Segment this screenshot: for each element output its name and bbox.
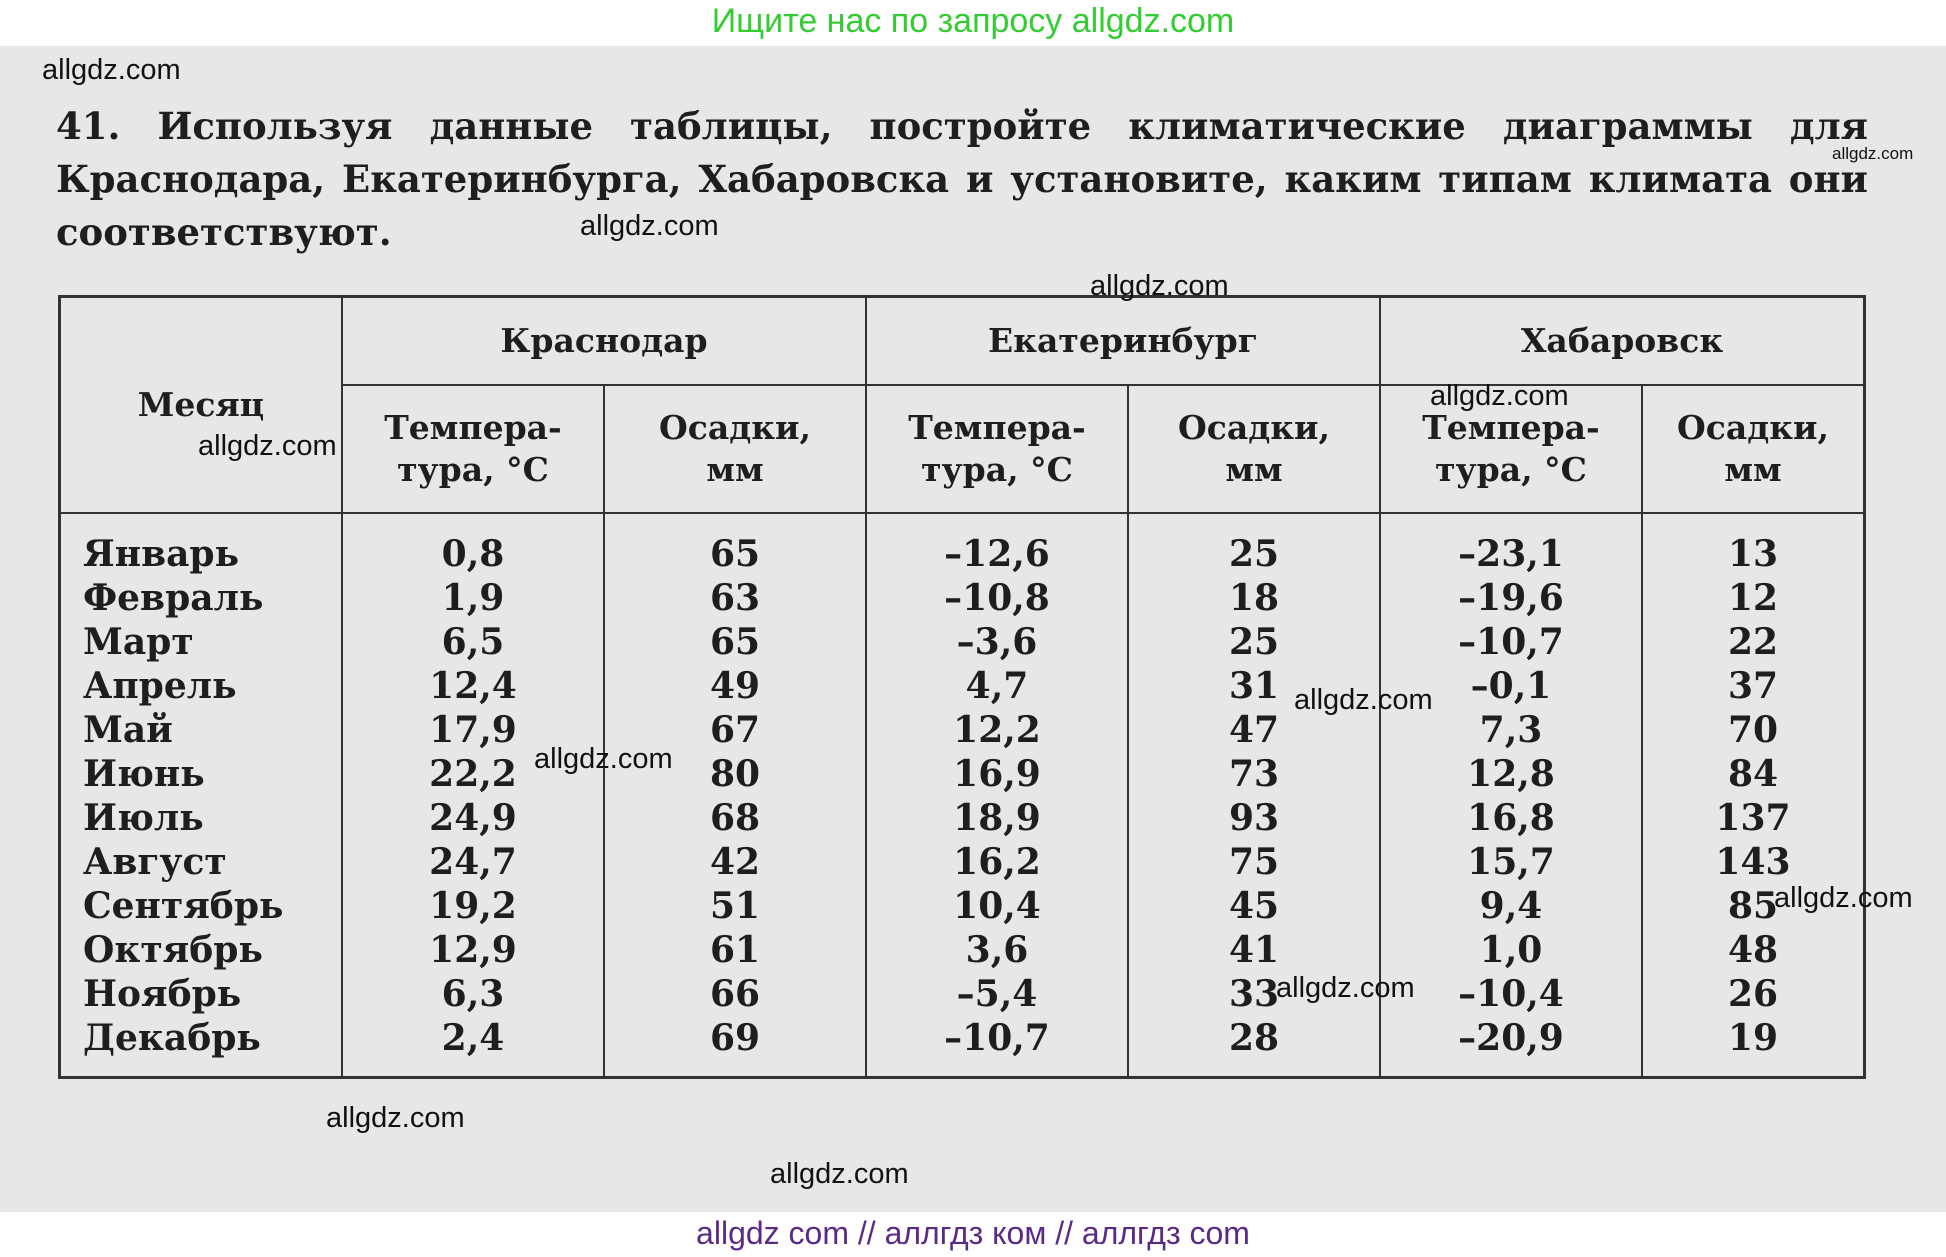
- table-cell: 22,2: [429, 752, 517, 795]
- table-cell: 1,9: [441, 576, 505, 619]
- watermark: allgdz.com: [1276, 972, 1415, 1004]
- table-cell: 49: [709, 664, 761, 707]
- table-cell: 12,4: [429, 664, 517, 707]
- task-body: Используя данные таблицы, постройте климатические диаграммы для Краснодара, Екатеринбурга, Хабаровска и установите, каким типам климата они соответствуют.: [56, 104, 1868, 254]
- table-cell: 33: [1228, 972, 1280, 1015]
- table-cell: 0,8: [441, 532, 505, 575]
- table-cell: 12,2: [953, 708, 1041, 751]
- table-cell: 25: [1228, 532, 1280, 575]
- precip-header: Осадки, мм: [604, 385, 866, 513]
- temp-header: Темпера- тура, °С: [342, 385, 604, 513]
- table-cell: Май: [83, 708, 173, 751]
- bottom-banner: allgdz com // аллгдз ком // аллгдз com: [0, 1212, 1946, 1257]
- table-cell: 25: [1228, 620, 1280, 663]
- krasnodar-temp-column: [342, 513, 604, 1078]
- table-cell: 93: [1228, 796, 1280, 839]
- watermark: allgdz.com: [1090, 270, 1229, 302]
- precip-header: Осадки, мм: [1128, 385, 1380, 513]
- table-cell: 12,9: [429, 928, 517, 971]
- table-cell: 13: [1727, 532, 1779, 575]
- table-cell: Январь: [83, 532, 240, 575]
- table-cell: 28: [1228, 1016, 1280, 1059]
- table-cell: –10,7: [944, 1016, 1050, 1059]
- watermark: allgdz.com: [580, 210, 719, 242]
- table-cell: –10,4: [1458, 972, 1564, 1015]
- table-cell: 37: [1727, 664, 1779, 707]
- table-cell: 19,2: [429, 884, 517, 927]
- table-cell: 6,3: [441, 972, 505, 1015]
- table-cell: –12,6: [944, 532, 1050, 575]
- table-cell: Июль: [83, 796, 204, 839]
- table-cell: –5,4: [956, 972, 1038, 1015]
- table-cell: 24,9: [429, 796, 517, 839]
- table-cell: 17,9: [429, 708, 517, 751]
- precip-header: Осадки, мм: [1642, 385, 1865, 513]
- table-cell: 4,7: [965, 664, 1029, 707]
- temp-header: Темпера- тура, °С: [866, 385, 1128, 513]
- table-cell: 24,7: [429, 840, 517, 883]
- table-cell: 22: [1727, 620, 1779, 663]
- table-cell: –23,1: [1458, 532, 1564, 575]
- khabarovsk-precip-column: [1642, 513, 1865, 1078]
- table-cell: 42: [709, 840, 761, 883]
- table-cell: –10,7: [1458, 620, 1564, 663]
- top-banner: Ищите нас по запросу allgdz.com: [0, 0, 1946, 46]
- table-cell: 48: [1727, 928, 1779, 971]
- table-cell: Декабрь: [83, 1016, 261, 1059]
- table-cell: 31: [1228, 664, 1280, 707]
- month-column: [60, 513, 343, 1078]
- table-cell: Август: [83, 840, 227, 883]
- krasnodar-precip-column: [604, 513, 866, 1078]
- watermark: allgdz.com: [770, 1158, 909, 1190]
- temp-header: Темпера- тура, °С: [1380, 385, 1642, 513]
- table-cell: 7,3: [1479, 708, 1543, 751]
- watermark: allgdz.com: [1430, 380, 1569, 412]
- table-cell: 15,7: [1467, 840, 1555, 883]
- table-cell: 66: [709, 972, 761, 1015]
- table-cell: 63: [709, 576, 761, 619]
- table-cell: 3,6: [965, 928, 1029, 971]
- table-cell: 70: [1727, 708, 1779, 751]
- table-cell: –0,1: [1470, 664, 1552, 707]
- table-cell: Июнь: [83, 752, 205, 795]
- city-header-krasnodar: Краснодар: [342, 297, 866, 385]
- table-cell: 47: [1228, 708, 1280, 751]
- table-cell: 75: [1228, 840, 1280, 883]
- table-cell: 45: [1228, 884, 1280, 927]
- table-cell: 6,5: [441, 620, 505, 663]
- table-cell: 84: [1727, 752, 1779, 795]
- table-cell: 68: [709, 796, 761, 839]
- table-cell: 80: [709, 752, 761, 795]
- table-cell: 61: [709, 928, 761, 971]
- table-cell: 12: [1727, 576, 1779, 619]
- table-cell: Октябрь: [83, 928, 263, 971]
- table-cell: 41: [1228, 928, 1280, 971]
- table-cell: 67: [709, 708, 761, 751]
- table-cell: Сентябрь: [83, 884, 284, 927]
- table-cell: 10,4: [953, 884, 1041, 927]
- table-cell: 1,0: [1479, 928, 1543, 971]
- table-cell: 16,2: [953, 840, 1041, 883]
- table-cell: 143: [1715, 840, 1791, 883]
- table-cell: 73: [1228, 752, 1280, 795]
- ekaterinburg-temp-column: [866, 513, 1128, 1078]
- table-cell: 16,9: [953, 752, 1041, 795]
- climate-table: [58, 295, 1866, 1079]
- city-header-ekaterinburg: Екатеринбург: [866, 297, 1380, 385]
- watermark: allgdz.com: [1774, 882, 1913, 914]
- watermark: allgdz.com: [42, 54, 181, 86]
- table-cell: 65: [709, 620, 761, 663]
- table-cell: Февраль: [83, 576, 264, 619]
- watermark: allgdz.com: [198, 430, 337, 462]
- table-cell: 12,8: [1467, 752, 1555, 795]
- table-cell: –10,8: [944, 576, 1050, 619]
- table-cell: Апрель: [83, 664, 237, 707]
- table-cell: 19: [1727, 1016, 1779, 1059]
- table-cell: 137: [1715, 796, 1791, 839]
- table-cell: –20,9: [1458, 1016, 1564, 1059]
- table-cell: 65: [709, 532, 761, 575]
- watermark: allgdz.com: [534, 743, 673, 775]
- watermark: allgdz.com: [1832, 144, 1914, 163]
- city-header-khabarovsk: Хабаровск: [1380, 297, 1865, 385]
- khabarovsk-temp-column: [1380, 513, 1642, 1078]
- watermark: allgdz.com: [326, 1102, 465, 1134]
- watermark: allgdz.com: [1294, 684, 1433, 716]
- table-cell: 69: [709, 1016, 761, 1059]
- month-header: Месяц: [60, 297, 343, 513]
- table-cell: –19,6: [1458, 576, 1564, 619]
- table-cell: –3,6: [956, 620, 1038, 663]
- table-cell: 18: [1228, 576, 1280, 619]
- task-text: [56, 100, 1868, 259]
- task-number: 41.: [56, 104, 121, 148]
- table-cell: 9,4: [1479, 884, 1543, 927]
- table-cell: 85: [1727, 884, 1779, 927]
- table-cell: Март: [83, 620, 194, 663]
- table-cell: 51: [709, 884, 761, 927]
- table-cell: Ноябрь: [83, 972, 242, 1015]
- table-cell: 16,8: [1467, 796, 1555, 839]
- table-cell: 26: [1727, 972, 1779, 1015]
- table-cell: 18,9: [953, 796, 1041, 839]
- table-cell: 2,4: [441, 1016, 505, 1059]
